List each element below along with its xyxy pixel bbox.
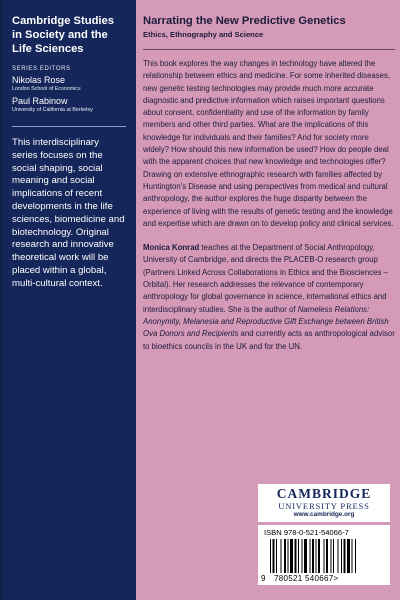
series-panel bbox=[3, 0, 136, 600]
author-bio bbox=[143, 242, 395, 353]
isbn-barcode bbox=[258, 525, 390, 585]
publisher-logo bbox=[258, 484, 390, 522]
barcode-lead-digit: 9 bbox=[261, 574, 266, 583]
publisher-name: CAMBRIDGE bbox=[276, 486, 372, 501]
author-bio-text-end: and currently acts as anthropological advisor to bioethics councils in the UK and for the UN. bbox=[143, 329, 395, 351]
series-description: This interdisciplinary series focuses on the social shaping, social meaning and social implications of recent developments in the life sciences, biomedicine and biotechnology. Original research and innovative theoretical work will be placed within a global, multi-cultural context. bbox=[12, 137, 125, 289]
editor-name: Nikolas Rose bbox=[12, 75, 66, 85]
author-name: Monica Konrad bbox=[143, 243, 200, 253]
series-title: Cambridge Studies in Society and the Life Sciences bbox=[12, 15, 114, 55]
publisher-url: www.cambridge.org bbox=[293, 511, 355, 518]
series-divider bbox=[12, 126, 126, 127]
isbn-label: ISBN 978-0-521-54066-7 bbox=[264, 528, 349, 537]
barcode-digits: 780521 540667> bbox=[274, 574, 339, 583]
book-blurb: This book explores the way changes in technology have altered the relationship between ethics and medicine. For some inherited diseases, new genetic testing technologies may provide much more accurate diagnostic and predictive information which raises important questions about consent, confidentiality and use of the information by family members and other third parties. What are the implications of this knowledge for individuals and their families? And for society more widely? How should this new information be used? How do people deal with the apparent choices that new knowledge and technologies offer? Drawing on extensive ethnographic research with families affected by Huntington's Disease and using perspectives from medical and cultural anthropology, the author explores the huge disparity between the experience of living with the results of genetic testing and the knowledge and expertise which are drawn on to develop policy and clinical services. bbox=[143, 59, 394, 228]
book-title: Narrating the New Predictive Genetics bbox=[143, 15, 346, 27]
publisher-subname: UNIVERSITY PRESS bbox=[278, 501, 370, 511]
title-rule bbox=[143, 49, 395, 50]
book-info bbox=[143, 14, 395, 353]
barcode-bars bbox=[270, 539, 380, 573]
author-book-title: Nameless Relations: Anonymity, Melanesia and Reproductive Gift Exchange between British Ova Donors and Recipients bbox=[143, 304, 389, 339]
book-subtitle: Ethics, Ethnography and Science bbox=[143, 30, 264, 39]
series-editors-label: SERIES EDITORS bbox=[12, 66, 71, 72]
author-bio-text: teaches at the Department of Social Anthropology, University of Cambridge, and directs the PLACEB-O research group (Partners Linked Across Collaborations in Ethics and the Biosciences – Orbital). Her research addresses the relevance of contemporary anthropology for global governance in science, international ethics and interdisciplinary studies. She is the author of bbox=[143, 243, 388, 314]
editor-affiliation: London School of Economics bbox=[12, 86, 81, 92]
editor-name: Paul Rabinow bbox=[12, 96, 68, 106]
editor-affiliation: University of California at Berkeley bbox=[12, 107, 93, 113]
